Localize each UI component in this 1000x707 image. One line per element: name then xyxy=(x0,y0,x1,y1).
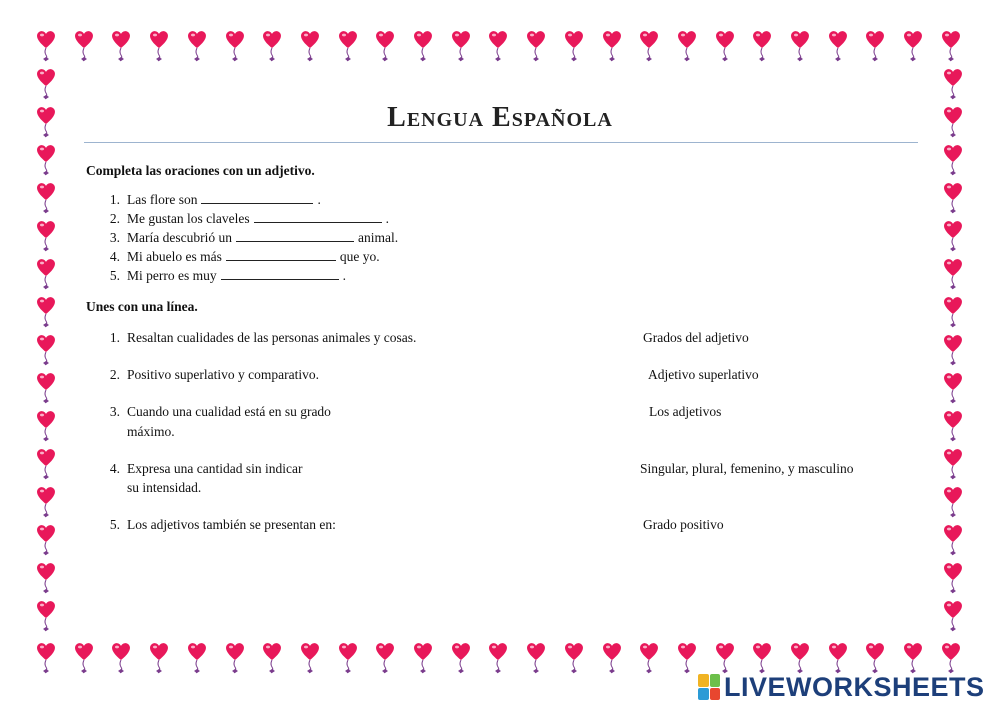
fill-sentence-4 xyxy=(127,249,380,265)
heart-balloon-icon xyxy=(335,28,361,64)
title-divider xyxy=(84,142,918,143)
match-left-1[interactable]: Resaltan cualidades de las personas animales y cosas. xyxy=(127,330,417,345)
match-left-2[interactable]: Positivo superlativo y comparativo. xyxy=(127,367,319,382)
fill-sentence-5 xyxy=(127,268,346,284)
heart-balloon-icon xyxy=(184,28,210,64)
heart-balloon-icon xyxy=(940,332,966,368)
heart-balloon-icon xyxy=(940,598,966,634)
heart-balloon-icon xyxy=(900,28,926,64)
item-number: 3. xyxy=(109,230,120,245)
heart-balloon-icon xyxy=(33,446,59,482)
sentence-text: Mi abuelo es más xyxy=(127,249,222,264)
match-left-4-continued: su intensidad. xyxy=(127,480,202,495)
heart-balloon-icon xyxy=(940,370,966,406)
item-number: 5. xyxy=(109,517,120,532)
item-number: 2. xyxy=(109,367,120,382)
heart-balloon-icon xyxy=(33,598,59,634)
sentence-text: Las flore son xyxy=(127,192,198,207)
heart-balloon-icon xyxy=(33,408,59,444)
heart-balloon-icon xyxy=(448,640,474,676)
heart-balloon-icon xyxy=(259,640,285,676)
heart-balloon-icon xyxy=(674,28,700,64)
match-left-3[interactable]: Cuando una cualidad está en su grado xyxy=(127,404,331,419)
heart-balloon-icon xyxy=(33,218,59,254)
heart-balloon-icon xyxy=(33,28,59,64)
heart-balloon-icon xyxy=(485,28,511,64)
liveworksheets-logo-icon xyxy=(698,674,720,700)
heart-balloon-icon xyxy=(787,28,813,64)
match-right-4[interactable]: Singular, plural, femenino, y masculino xyxy=(640,461,854,476)
heart-balloon-icon xyxy=(297,28,323,64)
sentence-text: Me gustan los claveles xyxy=(127,211,250,226)
heart-balloon-icon xyxy=(410,640,436,676)
heart-balloon-icon xyxy=(940,142,966,178)
heart-balloon-icon xyxy=(825,28,851,64)
heart-balloon-icon xyxy=(523,28,549,64)
heart-balloon-icon xyxy=(940,408,966,444)
heart-balloon-icon xyxy=(222,640,248,676)
heart-balloon-icon xyxy=(599,28,625,64)
match-right-3[interactable]: Los adjetivos xyxy=(649,404,722,419)
heart-balloon-icon xyxy=(33,294,59,330)
item-number: 3. xyxy=(109,404,120,419)
heart-balloon-icon xyxy=(862,28,888,64)
heart-balloon-icon xyxy=(297,640,323,676)
sentence-text: . xyxy=(342,268,346,283)
heart-balloon-icon xyxy=(485,640,511,676)
heart-balloon-icon xyxy=(372,640,398,676)
sentence-text: . xyxy=(385,211,389,226)
item-number: 5. xyxy=(109,268,120,283)
heart-balloon-icon xyxy=(674,640,700,676)
fill-sentence-2 xyxy=(127,211,389,227)
blank-input-3[interactable] xyxy=(236,231,354,242)
logo-text: LIVEWORKSHEETS xyxy=(724,671,985,702)
sentence-text: Mi perro es muy xyxy=(127,268,217,283)
item-number: 1. xyxy=(109,330,120,345)
heart-balloon-icon xyxy=(940,484,966,520)
match-right-5[interactable]: Grado positivo xyxy=(643,517,724,532)
heart-balloon-icon xyxy=(940,446,966,482)
blank-input-1[interactable] xyxy=(201,193,313,204)
match-right-1[interactable]: Grados del adjetivo xyxy=(643,330,749,345)
match-left-5[interactable]: Los adjetivos también se presentan en: xyxy=(127,517,336,532)
heart-balloon-icon xyxy=(146,640,172,676)
heart-balloon-icon xyxy=(33,370,59,406)
heart-balloon-icon xyxy=(561,640,587,676)
heart-balloon-icon xyxy=(938,28,964,64)
heart-balloon-icon xyxy=(410,28,436,64)
heart-balloon-icon xyxy=(561,28,587,64)
match-left-4[interactable]: Expresa una cantidad sin indicar xyxy=(127,461,303,476)
heart-balloon-icon xyxy=(33,66,59,102)
heart-balloon-icon xyxy=(33,522,59,558)
heart-balloon-icon xyxy=(71,640,97,676)
heart-balloon-icon xyxy=(940,256,966,292)
heart-balloon-icon xyxy=(712,28,738,64)
item-number: 2. xyxy=(109,211,120,226)
section1-heading: Completa las oraciones con un adjetivo. xyxy=(86,163,315,178)
heart-balloon-icon xyxy=(749,28,775,64)
fill-sentence-1 xyxy=(127,192,321,208)
item-number: 1. xyxy=(109,192,120,207)
heart-balloon-icon xyxy=(33,180,59,216)
heart-balloon-icon xyxy=(599,640,625,676)
sentence-text: animal. xyxy=(357,230,399,245)
heart-balloon-icon xyxy=(33,256,59,292)
heart-balloon-icon xyxy=(108,28,134,64)
blank-input-2[interactable] xyxy=(254,212,382,223)
heart-balloon-icon xyxy=(940,180,966,216)
sentence-text: María descubrió un xyxy=(127,230,232,245)
match-right-2[interactable]: Adjetivo superlativo xyxy=(648,367,759,382)
heart-balloon-icon xyxy=(33,640,59,676)
blank-input-4[interactable] xyxy=(226,250,336,261)
heart-balloon-icon xyxy=(940,560,966,596)
item-number: 4. xyxy=(109,461,120,476)
heart-balloon-icon xyxy=(940,522,966,558)
heart-balloon-icon xyxy=(448,28,474,64)
heart-balloon-icon xyxy=(372,28,398,64)
heart-balloon-icon xyxy=(146,28,172,64)
blank-input-5[interactable] xyxy=(221,269,339,280)
heart-balloon-icon xyxy=(184,640,210,676)
heart-balloon-icon xyxy=(259,28,285,64)
section2-heading: Unes con una línea. xyxy=(86,299,198,314)
heart-balloon-icon xyxy=(636,640,662,676)
heart-balloon-icon xyxy=(33,484,59,520)
sentence-text: . xyxy=(317,192,321,207)
sentence-text: que yo. xyxy=(339,249,380,264)
heart-balloon-icon xyxy=(940,294,966,330)
heart-balloon-icon xyxy=(33,560,59,596)
heart-balloon-icon xyxy=(33,142,59,178)
heart-balloon-icon xyxy=(636,28,662,64)
item-number: 4. xyxy=(109,249,120,264)
heart-balloon-icon xyxy=(108,640,134,676)
match-left-3-continued: máximo. xyxy=(127,424,175,439)
heart-balloon-icon xyxy=(523,640,549,676)
heart-balloon-icon xyxy=(940,218,966,254)
fill-sentence-3 xyxy=(127,230,398,246)
heart-balloon-icon xyxy=(335,640,361,676)
page-title: Lengua Española xyxy=(387,102,613,133)
liveworksheets-logo[interactable] xyxy=(698,672,985,702)
heart-balloon-icon xyxy=(222,28,248,64)
heart-balloon-icon xyxy=(940,66,966,102)
heart-balloon-icon xyxy=(33,332,59,368)
heart-balloon-icon xyxy=(71,28,97,64)
